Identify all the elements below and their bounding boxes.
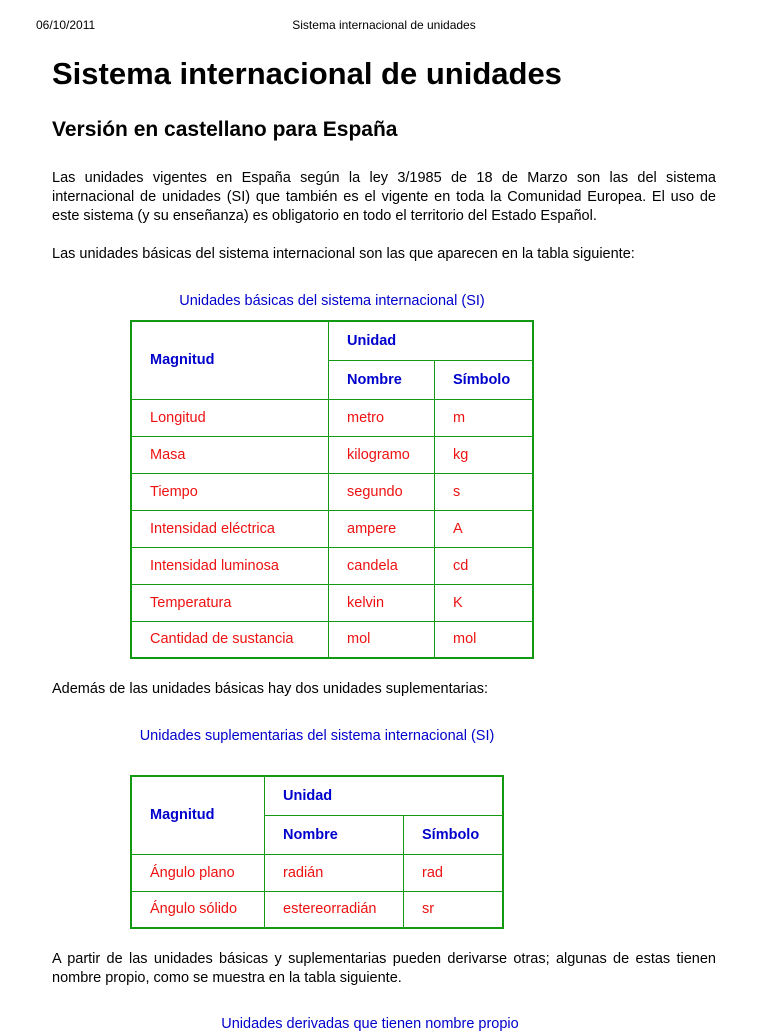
cell-simbolo: m — [435, 399, 534, 436]
supplementary-table-caption: Unidades suplementarias del sistema internacional (SI) — [139, 728, 495, 744]
cell-nombre: metro — [329, 399, 435, 436]
cell-simbolo: sr — [404, 891, 504, 928]
cell-nombre: estereorradián — [265, 891, 404, 928]
cell-magnitud: Ángulo sólido — [131, 891, 265, 928]
table-row — [131, 399, 533, 436]
header-date: 06/10/2011 — [36, 18, 96, 32]
table-header-row — [131, 776, 503, 815]
table-row — [131, 436, 533, 473]
cell-magnitud: Tiempo — [131, 473, 329, 510]
cell-nombre: candela — [329, 547, 435, 584]
header-unidad: Unidad — [329, 321, 534, 360]
cell-magnitud: Cantidad de sustancia — [131, 621, 329, 658]
cell-nombre: ampere — [329, 510, 435, 547]
table-row — [131, 510, 533, 547]
cell-magnitud: Temperatura — [131, 584, 329, 621]
table-row — [131, 547, 533, 584]
cell-magnitud: Longitud — [131, 399, 329, 436]
header-unidad: Unidad — [265, 776, 504, 815]
basic-units-table — [130, 320, 534, 659]
table-header-row — [131, 321, 533, 360]
cell-simbolo: s — [435, 473, 534, 510]
table-row — [131, 473, 533, 510]
cell-magnitud: Intensidad luminosa — [131, 547, 329, 584]
header-magnitud: Magnitud — [131, 321, 329, 399]
cell-magnitud: Intensidad eléctrica — [131, 510, 329, 547]
cell-simbolo: cd — [435, 547, 534, 584]
cell-nombre: kelvin — [329, 584, 435, 621]
cell-simbolo: kg — [435, 436, 534, 473]
header-simbolo: Símbolo — [435, 360, 534, 399]
cell-magnitud: Ángulo plano — [131, 854, 265, 891]
intro-paragraph: Las unidades vigentes en España según la ley 3/1985 de 18 de Marzo son las del sistema internacional de unidades (SI) que también es el vigente en toda la Comunidad Europea. El uso de este sistema (y su enseñanza) es obligatorio en todo el territorio del Estado Español. — [52, 170, 716, 224]
table-row — [131, 854, 503, 891]
cell-nombre: radián — [265, 854, 404, 891]
cell-simbolo: rad — [404, 854, 504, 891]
header-title: Sistema internacional de unidades — [292, 18, 476, 32]
cell-nombre: mol — [329, 621, 435, 658]
print-header — [36, 18, 732, 34]
supplementary-units-table — [130, 775, 504, 929]
cell-simbolo: mol — [435, 621, 534, 658]
table-row — [131, 891, 503, 928]
table-row — [131, 621, 533, 658]
basic-table-caption: Unidades básicas del sistema internacional (SI) — [179, 293, 485, 309]
basic-units-intro: Las unidades básicas del sistema internacional son las que aparecen en la tabla siguiente: — [52, 246, 635, 262]
header-simbolo: Símbolo — [404, 815, 504, 854]
cell-simbolo: K — [435, 584, 534, 621]
header-magnitud: Magnitud — [131, 776, 265, 854]
derived-units-intro: A partir de las unidades básicas y suplementarias pueden derivarse otras; algunas de estas tienen nombre propio, como se muestra en la tabla siguiente. — [52, 951, 716, 986]
derived-table-caption: Unidades derivadas que tienen nombre propio — [221, 1016, 519, 1032]
supplementary-units-intro: Además de las unidades básicas hay dos unidades suplementarias: — [52, 681, 489, 697]
page-title: Sistema internacional de unidades — [52, 56, 562, 91]
cell-nombre: segundo — [329, 473, 435, 510]
cell-simbolo: A — [435, 510, 534, 547]
page-subtitle: Versión en castellano para España — [52, 118, 398, 141]
header-nombre: Nombre — [265, 815, 404, 854]
table-row — [131, 584, 533, 621]
cell-nombre: kilogramo — [329, 436, 435, 473]
cell-magnitud: Masa — [131, 436, 329, 473]
header-nombre: Nombre — [329, 360, 435, 399]
